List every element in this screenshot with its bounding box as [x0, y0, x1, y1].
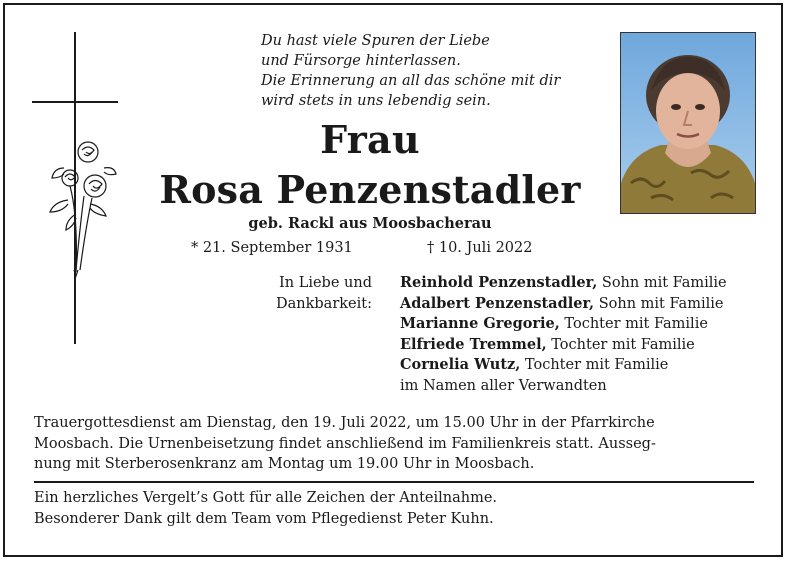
mourner-entry — [400, 273, 727, 294]
deceased-name: Rosa Penzenstadler — [159, 167, 581, 212]
mourner-name: Cornelia Wutz, — [400, 356, 521, 373]
verse-line: Du hast viele Spuren der Liebe — [261, 33, 490, 49]
service-details — [34, 413, 756, 475]
service-line: Moosbach. Die Urnenbeisetzung findet anschließend im Familienkreis statt. Ausseg- — [34, 435, 656, 452]
mourner-entry — [400, 355, 727, 376]
mourner-relation: Tochter mit Familie — [546, 336, 695, 353]
mourner-entry — [400, 294, 727, 315]
mourner-relation: Tochter mit Familie — [559, 316, 708, 332]
mourners-list — [400, 273, 727, 396]
mourner-entry — [400, 335, 727, 356]
mourner-relation: Tochter mit Familie — [520, 357, 669, 373]
service-line: nung mit Sterberosenkranz am Montag um 19.00 Uhr in Moosbach. — [34, 456, 535, 472]
mourner-name: Marianne Gregorie, — [400, 315, 560, 332]
mourner-relation: Sohn mit Familie — [597, 275, 727, 291]
divider — [34, 481, 754, 483]
mourner-relation: Sohn mit Familie — [594, 295, 724, 312]
mourner-entry — [400, 314, 727, 335]
death-date: † 10. Juli 2022 — [427, 240, 533, 256]
gratitude-line: Besonderer Dank gilt dem Team vom Pflegedienst Peter Kuhn. — [34, 510, 494, 527]
service-line: Trauergottesdienst am Dienstag, den 19. Juli 2022, um 15.00 Uhr in der Pfarrkirche — [34, 415, 655, 431]
gratitude-line: Ein herzliches Vergelt’s Gott für alle Zeichen der Anteilnahme. — [34, 490, 498, 506]
mourner-name: Adalbert Penzenstadler, — [400, 294, 595, 312]
mourners-closing: im Namen aller Verwandten — [400, 377, 607, 394]
gratitude-note — [34, 488, 497, 529]
cross-horizontal-beam — [32, 101, 118, 103]
thanks-label — [276, 273, 372, 314]
memorial-verse — [261, 31, 560, 111]
verse-line: Die Erinnerung an all das schöne mit dir — [261, 73, 561, 89]
thanks-label-line: In Liebe und — [279, 275, 372, 291]
mourner-name: Reinhold Penzenstadler, — [400, 274, 598, 291]
salutation: Frau — [320, 117, 420, 162]
verse-line: und Fürsorge hinterlassen. — [261, 53, 461, 69]
portrait-photo — [620, 32, 756, 214]
maiden-name: geb. Rackl aus Moosbacherau — [248, 215, 492, 232]
birth-date: * 21. September 1931 — [191, 240, 353, 256]
verse-line: wird stets in uns lebendig sein. — [261, 93, 491, 109]
thanks-label-line: Dankbarkeit: — [276, 295, 372, 312]
mourner-name: Elfriede Tremmel, — [400, 335, 547, 353]
